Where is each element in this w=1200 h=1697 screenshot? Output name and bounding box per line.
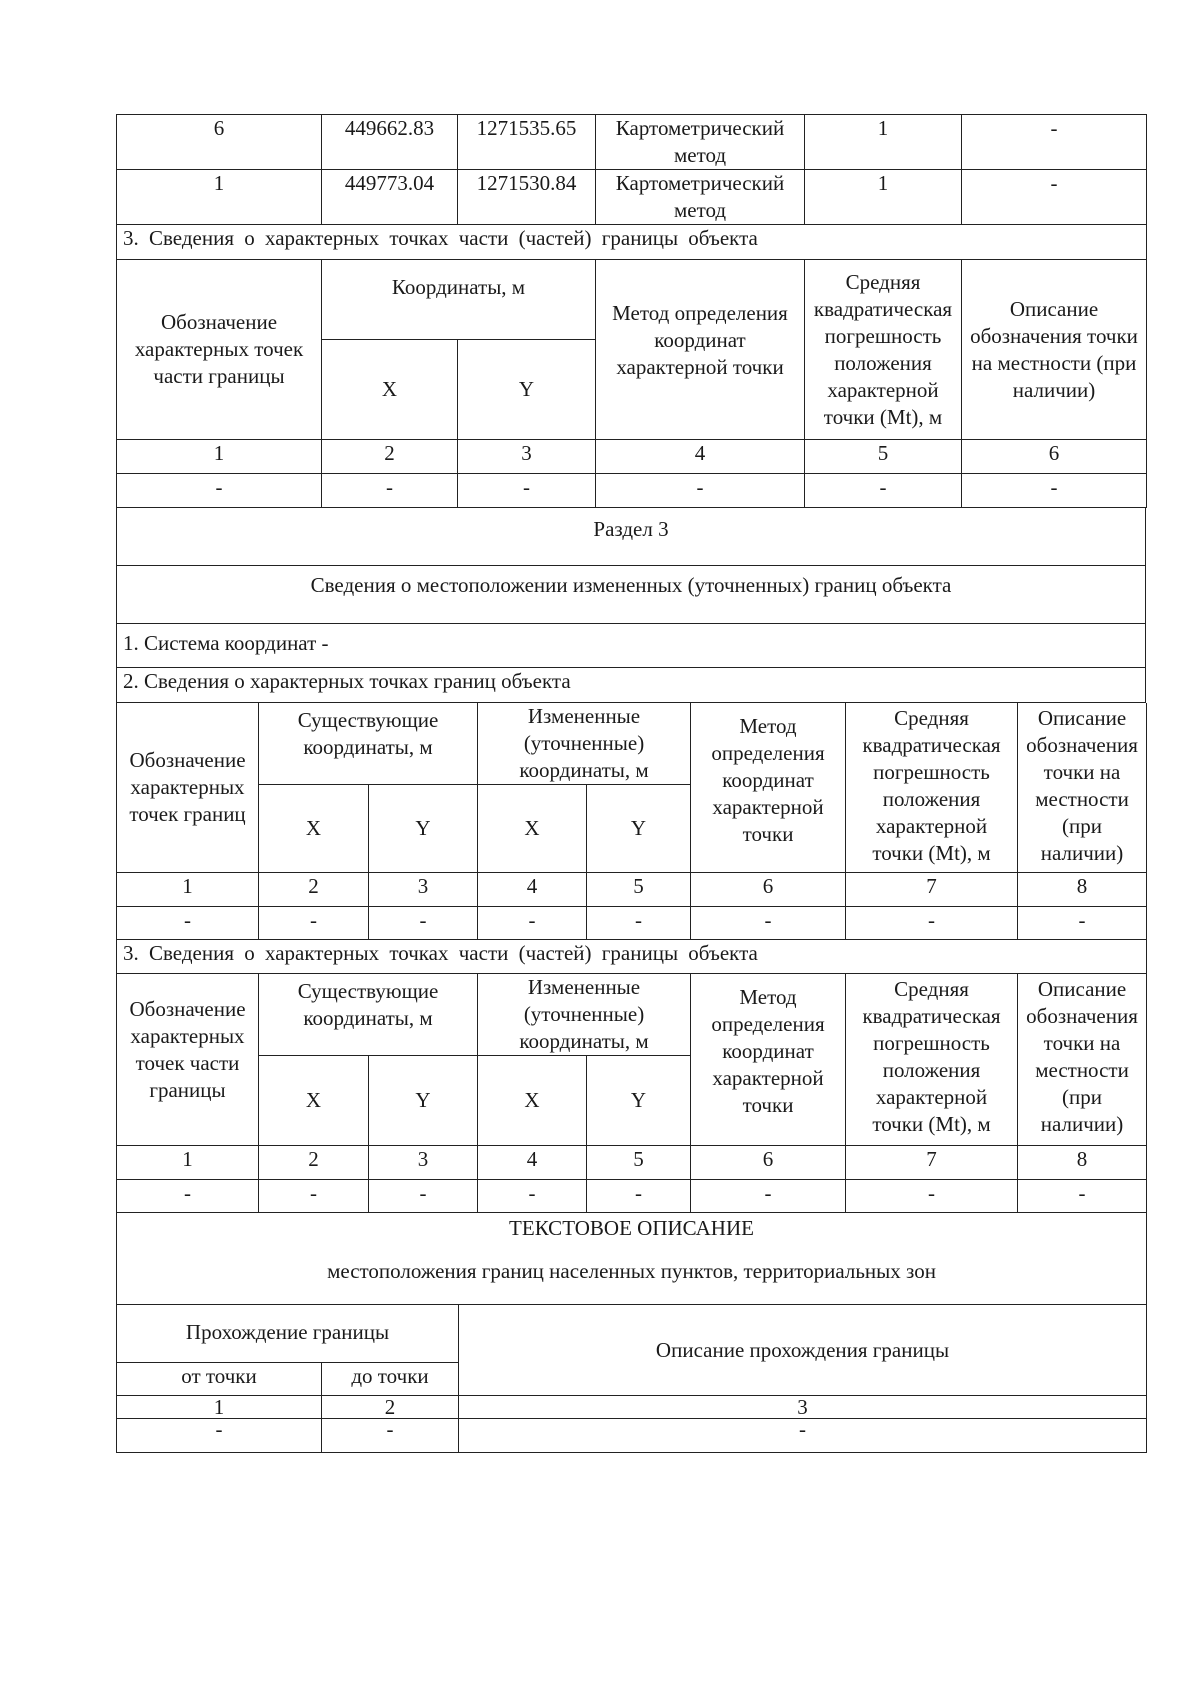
- empty-cell: -: [587, 1179, 691, 1212]
- accuracy-cell: 1: [805, 170, 962, 225]
- text-description-block: [117, 1213, 1147, 1305]
- coord-x: 449662.83: [322, 115, 458, 170]
- table-row: [117, 170, 1147, 225]
- col-number: 1: [117, 1396, 322, 1419]
- header-method: Метод определения координат характерной точки: [596, 260, 805, 440]
- coordinate-system: 1. Система координат -: [117, 623, 1146, 667]
- header-passage-description: Описание прохождения границы: [459, 1305, 1147, 1396]
- empty-cell: -: [322, 474, 458, 508]
- empty-cell: -: [117, 1179, 259, 1212]
- empty-cell: -: [117, 474, 322, 508]
- empty-cell: -: [369, 1179, 478, 1212]
- col-number: 2: [322, 440, 458, 474]
- header-x: X: [478, 1055, 587, 1145]
- point-number: 1: [117, 170, 322, 225]
- empty-cell: -: [478, 1179, 587, 1212]
- header-point: Обозначение характерных точек части границы: [117, 260, 322, 440]
- col-number: 1: [117, 440, 322, 474]
- empty-cell: -: [962, 474, 1147, 508]
- col-number: 2: [259, 1145, 369, 1179]
- empty-cell: -: [259, 906, 369, 939]
- header-x: X: [259, 784, 369, 872]
- col-number: 2: [322, 1396, 459, 1419]
- col-number: 5: [805, 440, 962, 474]
- point-number: 6: [117, 115, 322, 170]
- empty-cell: -: [596, 474, 805, 508]
- header-to-point: до точки: [322, 1363, 459, 1396]
- section3-header-table: [116, 508, 1146, 703]
- points-title: 2. Сведения о характерных точках границ объекта: [117, 667, 1146, 702]
- header-accuracy: Средняя квадратическая погрешность положения характерной точки (Mt), м: [846, 703, 1018, 873]
- section-subtitle: Сведения о местоположении измененных (уточненных) границ объекта: [117, 565, 1146, 623]
- col-number: 8: [1018, 872, 1147, 906]
- col-number: 3: [369, 1145, 478, 1179]
- description-cell: -: [962, 115, 1147, 170]
- header-x: X: [478, 784, 587, 872]
- document-page: [116, 114, 1146, 1453]
- col-number: 1: [117, 1145, 259, 1179]
- part-points-title: 3. Сведения о характерных точках части (частей) границы объекта: [117, 939, 1147, 973]
- part-points-title: 3. Сведения о характерных точках части (частей) границы объекта: [117, 225, 1147, 260]
- header-description: Описание обозначения точки на местности (при наличии): [1018, 973, 1147, 1145]
- header-y: Y: [369, 1055, 478, 1145]
- boundary-points-table: [116, 114, 1147, 508]
- col-number: 3: [458, 440, 596, 474]
- coord-x: 449773.04: [322, 170, 458, 225]
- empty-cell: -: [117, 1419, 322, 1453]
- coord-y: 1271535.65: [458, 115, 596, 170]
- empty-cell: -: [1018, 906, 1147, 939]
- empty-cell: -: [691, 906, 846, 939]
- table-row: [117, 474, 1147, 508]
- col-number: 7: [846, 1145, 1018, 1179]
- empty-cell: -: [846, 906, 1018, 939]
- method-cell: Картометрический метод: [596, 170, 805, 225]
- header-accuracy: Средняя квадратическая погрешность положения характерной точки (Mt), м: [805, 260, 962, 440]
- header-y: Y: [369, 784, 478, 872]
- empty-cell: -: [322, 1419, 459, 1453]
- text-description-table: [116, 1213, 1147, 1454]
- header-y: Y: [458, 340, 596, 440]
- text-description-title: ТЕКСТОВОЕ ОПИСАНИЕ: [509, 1215, 754, 1240]
- header-x: X: [259, 1055, 369, 1145]
- column-numbers-row: [117, 440, 1147, 474]
- header-point: Обозначение характерных точек части границы: [117, 973, 259, 1145]
- header-changed: Измененные (уточненные) координаты, м: [478, 973, 691, 1055]
- col-number: 3: [459, 1396, 1147, 1419]
- section-heading: Раздел 3: [117, 508, 1146, 565]
- empty-cell: -: [478, 906, 587, 939]
- empty-cell: -: [691, 1179, 846, 1212]
- empty-cell: -: [259, 1179, 369, 1212]
- header-method: Метод определения координат характерной точки: [691, 703, 846, 873]
- col-number: 4: [478, 872, 587, 906]
- col-number: 5: [587, 1145, 691, 1179]
- col-number: 3: [369, 872, 478, 906]
- header-accuracy: Средняя квадратическая погрешность положения характерной точки (Mt), м: [846, 973, 1018, 1145]
- col-number: 1: [117, 872, 259, 906]
- empty-cell: -: [846, 1179, 1018, 1212]
- header-point: Обозначение характерных точек границ: [117, 703, 259, 873]
- empty-cell: -: [369, 906, 478, 939]
- header-description: Описание обозначения точки на местности (при наличии): [962, 260, 1147, 440]
- changed-points-table: [116, 703, 1147, 1213]
- header-description: Описание обозначения точки на местности (при наличии): [1018, 703, 1147, 873]
- col-number: 4: [596, 440, 805, 474]
- col-number: 8: [1018, 1145, 1147, 1179]
- header-method: Метод определения координат характерной точки: [691, 973, 846, 1145]
- col-number: 6: [691, 872, 846, 906]
- text-description-subtitle: местоположения границ населенных пунктов, территориальных зон: [327, 1258, 936, 1283]
- empty-cell: -: [587, 906, 691, 939]
- empty-cell: -: [805, 474, 962, 508]
- table-row: [117, 115, 1147, 170]
- col-number: 2: [259, 872, 369, 906]
- col-number: 7: [846, 872, 1018, 906]
- coord-y: 1271530.84: [458, 170, 596, 225]
- col-number: 5: [587, 872, 691, 906]
- header-changed: Измененные (уточненные) координаты, м: [478, 703, 691, 785]
- method-cell: Картометрический метод: [596, 115, 805, 170]
- header-coords: Координаты, м: [322, 260, 596, 340]
- empty-cell: -: [458, 474, 596, 508]
- col-number: 6: [962, 440, 1147, 474]
- header-existing: Существующие координаты, м: [259, 973, 478, 1055]
- empty-cell: -: [1018, 1179, 1147, 1212]
- header-existing: Существующие координаты, м: [259, 703, 478, 785]
- empty-cell: -: [117, 906, 259, 939]
- section-title-row: [117, 225, 1147, 260]
- header-x: X: [322, 340, 458, 440]
- accuracy-cell: 1: [805, 115, 962, 170]
- description-cell: -: [962, 170, 1147, 225]
- col-number: 6: [691, 1145, 846, 1179]
- header-y: Y: [587, 784, 691, 872]
- header-passage: Прохождение границы: [117, 1305, 459, 1363]
- header-from-point: от точки: [117, 1363, 322, 1396]
- header-y: Y: [587, 1055, 691, 1145]
- col-number: 4: [478, 1145, 587, 1179]
- empty-cell: -: [459, 1419, 1147, 1453]
- header-row: [117, 260, 1147, 340]
